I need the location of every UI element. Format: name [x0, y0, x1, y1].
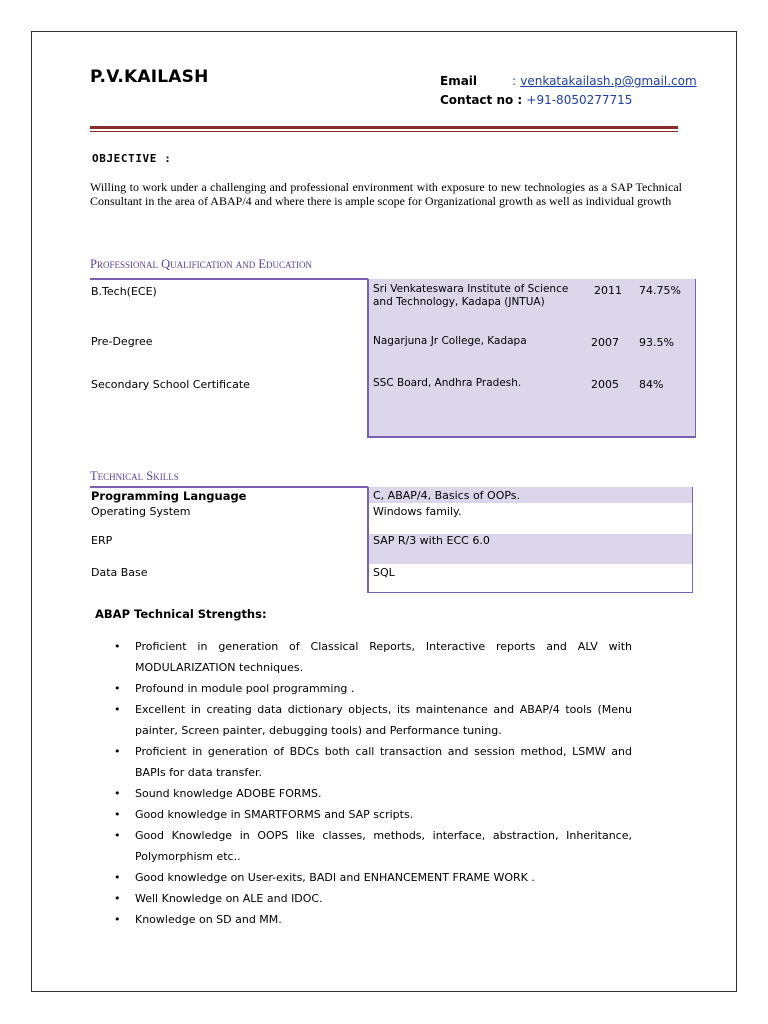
education-degree: Pre-Degree [91, 335, 153, 348]
education-score: 74.75% [639, 284, 681, 297]
list-item [112, 741, 632, 783]
strength-text: Knowledge on SD and MM. [135, 913, 282, 926]
skill-label: Operating System [91, 505, 191, 518]
strength-text: Proficient in generation of Classical Reports, Interactive reports and ALV with MODULARIZATION techniques. [135, 640, 632, 674]
skill-label: Programming Language [91, 489, 247, 503]
bullet-icon: • [114, 892, 121, 905]
header-rule-thick [90, 126, 678, 129]
strengths-list [112, 636, 632, 930]
bullet-icon: • [114, 787, 121, 800]
list-item [112, 636, 632, 678]
education-heading: Professional Qualification and Education [90, 257, 312, 271]
objective-heading: OBJECTIVE : [92, 152, 172, 165]
education-year: 2007 [591, 336, 619, 349]
skill-value: SQL [373, 566, 395, 579]
objective-text: Willing to work under a challenging and professional environment with exposure to new technologies as a SAP Technical Consultant in the area of ABAP/4 and where there is ample scope for Organizational growth as well as individual growth [90, 180, 682, 208]
education-year: 2011 [594, 284, 622, 297]
list-item [112, 867, 632, 888]
strengths-heading: ABAP Technical Strengths: [95, 607, 267, 621]
list-item [112, 909, 632, 930]
email-separator: : [512, 74, 517, 88]
education-institution: SSC Board, Andhra Pradesh. [373, 377, 522, 389]
contact-block [440, 72, 697, 110]
skill-value: C, ABAP/4, Basics of OOPs. [373, 489, 521, 502]
education-institution: Nagarjuna Jr College, Kadapa [373, 335, 527, 347]
education-score: 93.5% [639, 336, 674, 349]
list-item [112, 888, 632, 909]
bullet-icon: • [114, 640, 121, 653]
skill-value: Windows family. [373, 505, 462, 518]
bullet-icon: • [114, 913, 121, 926]
skill-label: ERP [91, 534, 113, 547]
bullet-icon: • [114, 745, 121, 758]
strength-text: Well Knowledge on ALE and IDOC. [135, 892, 323, 905]
skills-rule [90, 486, 368, 488]
strength-text: Sound knowledge ADOBE FORMS. [135, 787, 322, 800]
bullet-icon: • [114, 829, 121, 842]
bullet-icon: • [114, 808, 121, 821]
bullet-icon: • [114, 682, 121, 695]
education-degree: Secondary School Certificate [91, 378, 250, 391]
strength-text: Profound in module pool programming . [135, 682, 355, 695]
education-institution: Sri Venkateswara Institute of Science and Technology, Kadapa (JNTUA) [373, 283, 569, 308]
strength-text: Good Knowledge in OOPS like classes, methods, interface, abstraction, Inheritance, Polymorphism etc.. [135, 829, 632, 863]
list-item [112, 678, 632, 699]
strength-text: Proficient in generation of BDCs both call transaction and session method, LSMW and BAPIs for data transfer. [135, 745, 632, 779]
candidate-name: P.V.KAILASH [90, 67, 209, 87]
bullet-icon: • [114, 703, 121, 716]
list-item [112, 804, 632, 825]
skill-value: SAP R/3 with ECC 6.0 [373, 534, 490, 547]
email-link[interactable]: venkatakailash.p@gmail.com [520, 74, 697, 88]
strength-text: Good knowledge on User-exits, BADI and ENHANCEMENT FRAME WORK . [135, 871, 535, 884]
education-year: 2005 [591, 378, 619, 391]
email-label: Email [440, 74, 478, 88]
strength-text: Good knowledge in SMARTFORMS and SAP scripts. [135, 808, 414, 821]
education-degree: B.Tech(ECE) [91, 285, 157, 298]
skill-label: Data Base [91, 566, 148, 579]
header-rule-thin [90, 131, 678, 132]
list-item [112, 825, 632, 867]
list-item [112, 783, 632, 804]
contact-label: Contact no : [440, 93, 523, 107]
education-score: 84% [639, 378, 664, 391]
education-rule [90, 278, 368, 280]
contact-number: +91-8050277715 [526, 93, 633, 107]
strength-text: Excellent in creating data dictionary objects, its maintenance and ABAP/4 tools (Menu painter, Screen painter, debugging tools) and Performance tuning. [135, 703, 632, 737]
skills-heading: Technical Skills [90, 469, 179, 483]
bullet-icon: • [114, 871, 121, 884]
list-item [112, 699, 632, 741]
